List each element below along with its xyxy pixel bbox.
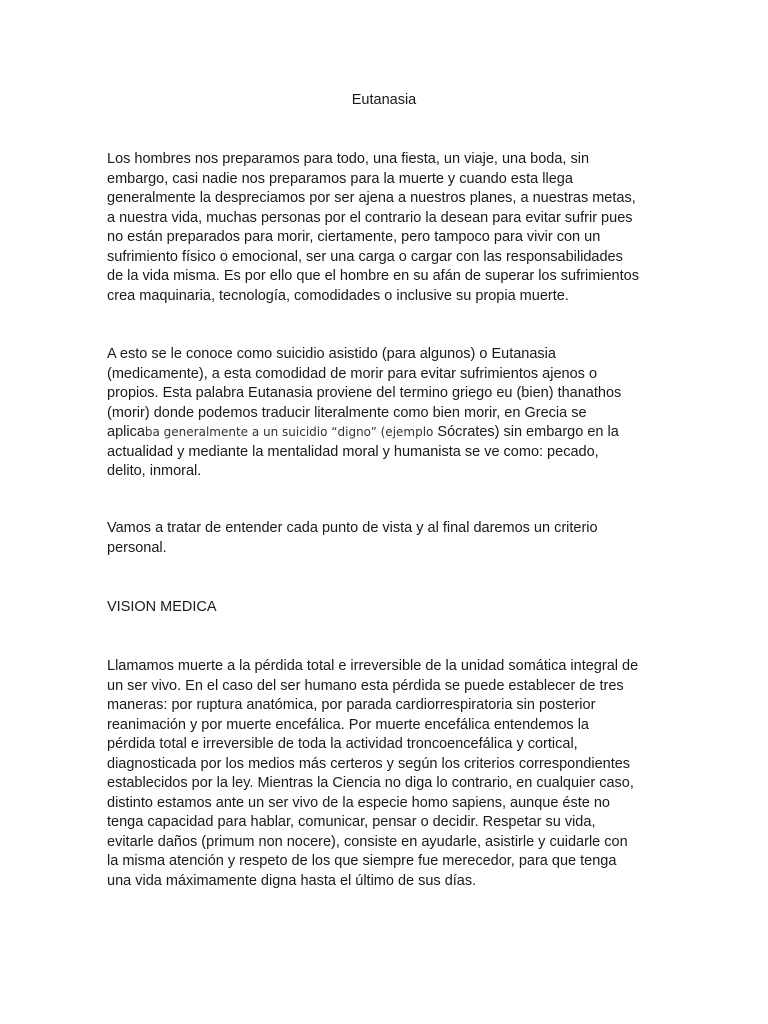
text-line: maneras: por ruptura anatómica, por parada cardiorrespiratoria sin posterior [107, 697, 596, 713]
text-line: establecidos por la ley. Mientras la Ciencia no diga lo contrario, en cualquier caso, [107, 775, 634, 791]
text-line: tenga capacidad para hablar, comunicar, pensar o decidir. Respetar su vida, [107, 814, 596, 830]
document-title: Eutanasia [351, 92, 417, 108]
text-line: embargo, casi nadie nos preparamos para la muerte y cuando esta llega [107, 170, 573, 187]
text-line: de la vida misma. Es por ello que el hombre en su afán de superar los sufrimientos [107, 268, 639, 284]
text-line: delito, inmoral. [107, 463, 202, 479]
text-line: propios. Esta palabra Eutanasia proviene del termino griego eu (bien) thanathos [107, 385, 622, 401]
text-line: Los hombres nos preparamos para todo, una fiesta, un viaje, una boda, sin [107, 151, 590, 167]
paragraph-purpose [107, 519, 667, 558]
text-line: diagnosticada por los medios más certeros y según los criterios correspondientes [107, 755, 631, 772]
text-line: crea maquinaria, tecnología, comodidades o inclusive su propia muerte. [107, 287, 569, 304]
paragraph-medical-definition [107, 657, 667, 891]
text-line: la misma atención y respeto de los que siempre fue merecedor, para que tenga [107, 853, 617, 869]
text-line: una vida máximamente digna hasta el último de sus días. [107, 872, 477, 889]
text-line: distinto estamos ante un ser vivo de la especie homo sapiens, aunque éste no [107, 794, 610, 811]
text-line: generalmente la despreciamos por ser ajena a nuestros planes, a nuestras metas, [107, 190, 636, 206]
text-line: un ser vivo. En el caso del ser humano esta pérdida se puede establecer de tres [107, 677, 624, 694]
text-line: A esto se le conoce como suicidio asistido (para algunos) o Eutanasia [107, 346, 556, 362]
text-line: a nuestra vida, muchas personas por el contrario la desean para evitar sufrir pues [107, 209, 633, 226]
text-line: sufrimiento físico o emocional, ser una carga o cargar con las responsabilidades [107, 248, 623, 265]
text-line: Llamamos muerte a la pérdida total e irreversible de la unidad somática integral de [107, 658, 639, 674]
text-line-mixed [107, 423, 667, 443]
text-line: (medicamente), a esta comodidad de morir para evitar sufrimientos ajenos o [107, 365, 598, 382]
text-line: Vamos a tratar de entender cada punto de vista y al final daremos un criterio [107, 520, 598, 536]
text-fragment: aplica [107, 424, 145, 440]
paragraph-intro [107, 150, 667, 306]
text-line: reanimación y por muerte encefálica. Por muerte encefálica entendemos la [107, 716, 589, 733]
paragraph-definition [107, 345, 667, 482]
text-line: pérdida total e irreversible de toda la actividad troncoencefálica y cortical, [107, 736, 578, 752]
section-heading-vision-medica [107, 598, 667, 618]
text-line: actualidad y mediante la mentalidad moral y humanista se ve como: pecado, [107, 443, 599, 460]
text-line: no están preparados para morir, ciertamente, pero tampoco para vivir con un [107, 229, 601, 245]
text-fragment-alt-font: ba generalmente a un suicidio “digno” (ejemplo [144, 425, 434, 439]
text-line: personal. [107, 539, 167, 556]
text-fragment: Sócrates) sin embargo en la [433, 424, 619, 440]
text-line: (morir) donde podemos traducir literalmente como bien morir, en Grecia se [107, 404, 587, 421]
heading-text: VISION MEDICA [107, 599, 217, 615]
text-line: evitarle daños (primum non nocere), consiste en ayudarle, asistirle y cuidarle con [107, 833, 628, 850]
